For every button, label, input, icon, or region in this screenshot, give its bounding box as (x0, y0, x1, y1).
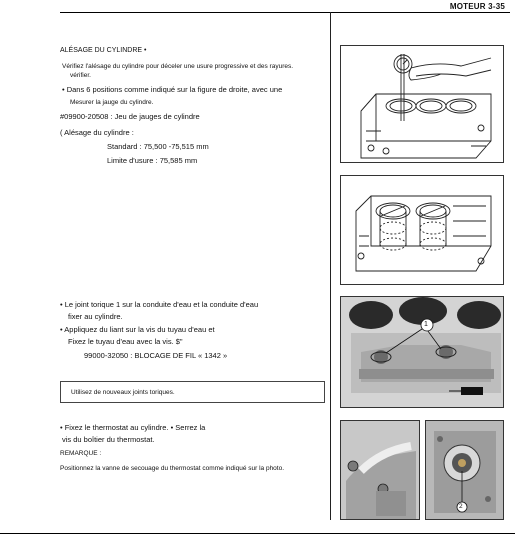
bore-limit: Limite d'usure : 75,585 mm (107, 156, 198, 165)
thermostat-photo-a (341, 421, 420, 520)
bore-intro-line1: Vérifiez l'alésage du cylindre pour déceler une usure progressive et des rayures. (62, 63, 294, 70)
joint-step1-line2: fixer au cylindre. (68, 312, 123, 321)
cylinder-block-drawing (341, 176, 504, 285)
thermo-step1-line1: • Fixez le thermostat au cylindre. • Serrez la (60, 423, 206, 432)
callout-1: 1 (424, 321, 428, 328)
section-title-bore: ALÉSAGE DU CYLINDRE • (60, 47, 147, 54)
note-text: Utilisez de nouveaux joints toriques. (71, 389, 175, 396)
thermo-step1-line2: vis du boîtier du thermostat. (62, 435, 155, 444)
footer-rule (0, 533, 515, 534)
bore-intro-line2: vérifier. (70, 72, 91, 79)
figure-measurement-positions (340, 175, 504, 285)
figure-bore-gauge (340, 45, 504, 163)
callout-2: 2 (459, 503, 463, 510)
joint-step2-line1: • Appliquez du liant sur la vis du tuyau d'eau et (60, 325, 215, 334)
joint-product: 99000-32050 : BLOCAGE DE FIL « 1342 » (84, 351, 228, 360)
bore-spec-title: ( Alésage du cylindre : (60, 128, 134, 137)
bore-tool: #09900-20508 : Jeu de jauges de cylindre (60, 112, 200, 121)
figure-thermostat-b (425, 420, 504, 520)
remark-label: REMARQUE : (60, 450, 102, 457)
joint-step2-line2: Fixez le tuyau d'eau avec la vis. $" (68, 337, 183, 346)
bore-gauge-drawing (341, 46, 504, 163)
column-divider (330, 12, 331, 520)
page-reference: MOTEUR 3-35 (449, 2, 505, 11)
thermostat-photo-b (426, 421, 504, 520)
note-box (60, 381, 325, 403)
water-pipe-photo (341, 297, 504, 408)
bore-step1-line2: Mesurer la jauge du cylindre. (70, 99, 154, 106)
joint-step1-line1: • Le joint torique 1 sur la conduite d'eau et la conduite d'eau (60, 300, 259, 309)
figure-water-pipe (340, 296, 504, 408)
figure-thermostat-a (340, 420, 420, 520)
bore-step1-line1: • Dans 6 positions comme indiqué sur la figure de droite, avec une (62, 85, 283, 94)
remark-text: Positionnez la vanne de secouage du thermostat comme indiqué sur la photo. (60, 465, 285, 472)
header-rule (60, 12, 510, 13)
bore-standard: Standard : 75,500 -75,515 mm (107, 142, 209, 151)
